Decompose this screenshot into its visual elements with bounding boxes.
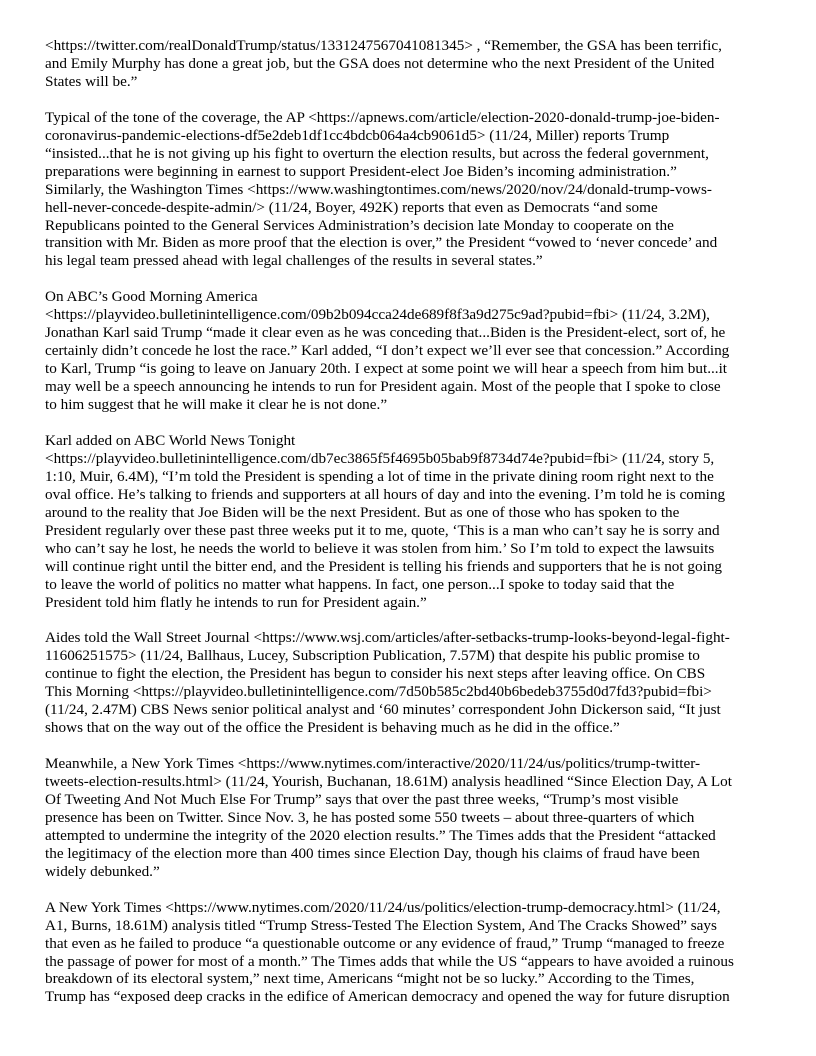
paragraph-abc-world-news: Karl added on ABC World News Tonight <https://playvideo.bulletinintelligence.com/db7ec3865f5f4695b05bab9f8734d74e?pubid=fbi> (11/24, story 5, 1:10, Muir, 6.4M), “I’m told the President is spending a lot of time in the private dining room right next to the oval office. He’s talking to friends and supporters at all hours of day and into the evening. I’m told he is coming around to the reality that Joe Biden will be the next President. But as one of those who has spoken to the President regularly over these past three weeks put it to me, quote, ‘This is a man who can’t say he is sorry and who can’t say he lost, he needs the world to believe it was stolen from him.’ So I’m told to expect the lawsuits will continue right until the bitter end, and the President is telling his friends and supporters that he is not going to leave the world of politics no matter what happens. In fact, one person...I spoke to today said that the President told him flatly he intends to run for President again.” (45, 431, 726, 611)
paragraph-ap-coverage: Typical of the tone of the coverage, the AP <https://apnews.com/article/election-2020-donald-trump-joe-biden- coronavirus-pandemic-elections-df5e2deb1df1cc4bdcb064a4cb9061d5> (11/24, Miller) reports Trump “insisted...that he is not giving up his fight to overturn the election results, but across the federal government, preparations were beginning in earnest to support President-elect Joe Biden’s incoming administration.” Similarly, the Washington Times <https://www.washingtontimes.com/news/2020/nov/24/donald-trump-vows- hell-never-concede-despite-admin/> (11/24, Boyer, 492K) reports that even as Democrats “and some Republicans pointed to the General Services Administration’s decision late Monday to cooperate on the transition with Mr. Biden as more proof that the election is over,” the President “vowed to ‘never concede’ and his legal team pressed ahead with legal challenges of the results in several states.” (45, 108, 720, 270)
paragraph-nyt-tweets: Meanwhile, a New York Times <https://www.nytimes.com/interactive/2020/11/24/us/politics/trump-twitter- tweets-election-results.html> (11/24, Yourish, Buchanan, 18.61M) analysis headlined “Since Election Day, A Lot Of Tweeting And Not Much Else For Trump” says that over the past three weeks, “Trump’s most visible presence has been on Twitter. Since Nov. 3, he has posted some 550 tweets – about three-quarters of which attempted to undermine the integrity of the 2020 election results.” The Times adds that the President “attacked the legitimacy of the election more than 400 times since Election Day, though his claims of fraud have been widely debunked.” (45, 755, 732, 880)
document-page (45, 37, 775, 1024)
paragraph-wsj-cbs: Aides told the Wall Street Journal <https://www.wsj.com/articles/after-setbacks-trump-looks-beyond-legal-fight- 11606251575> (11/24, Ballhaus, Lucey, Subscription Publication, 7.57M) that despite his public promise to continue to fight the election, the President has begun to consider his next steps after leaving office. On CBS This Morning <https://playvideo.bulletinintelligence.com/7d50b585c2bd40b6bedeb3755d0d7fd3?pubid=fbi> (11/24, 2.47M) CBS News senior political analyst and ‘60 minutes’ correspondent John Dickerson said, “It just shows that on the way out of the office the President is behaving much as he did in the office.” (45, 629, 730, 737)
paragraph-gsa-tweet: <https://twitter.com/realDonaldTrump/status/1331247567041081345> , “Remember, the GSA has been terrific, and Emily Murphy has done a great job, but the GSA does not determine who the next President of the United States will be.” (45, 37, 722, 90)
paragraph-abc-gma: On ABC’s Good Morning America <https://playvideo.bulletinintelligence.com/09b2b094cca24de689f8f3a9d275c9ad?pubid=fbi> (11/24, 3.2M), Jonathan Karl said Trump “made it clear even as he was conceding that...Biden is the President-elect, sort of, he certainly didn’t concede he lost the race.” Karl added, “I don’t expect we’ll ever see that concession.” According to Karl, Trump “is going to leave on January 20th. I expect at some point we will hear a speech from him but...it may well be a speech announcing he intends to run for President again. Most of the people that I spoke to close to him suggest that he will make it clear he is not done.” (45, 288, 730, 414)
paragraph-nyt-democracy: A New York Times <https://www.nytimes.com/2020/11/24/us/politics/election-trump-democracy.html> (11/24, A1, Burns, 18.61M) analysis titled “Trump Stress-Tested The Election System, And The Cracks Showed” says that even as he failed to produce “a questionable outcome or any evidence of fraud,” Trump “managed to freeze the passage of power for most of a month.” The Times adds that while the US “appears to have avoided a ruinous breakdown of its electoral system,” next time, Americans “might not be so lucky.” According to the Times, Trump has “exposed deep cracks in the edifice of American democracy and opened the way for future disruption (45, 898, 734, 1006)
